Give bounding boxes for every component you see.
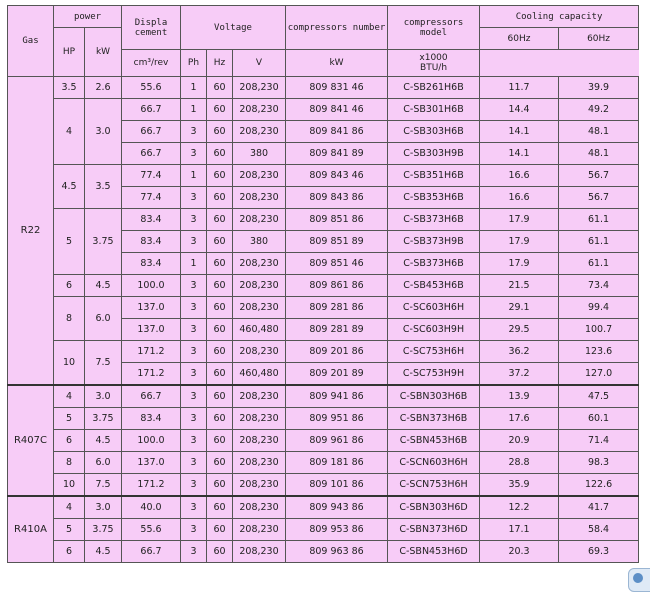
compressor-model-cell: C-SB301H6B — [388, 99, 480, 121]
table-row — [8, 385, 639, 408]
cooling-kw-cell: 12.2 — [480, 496, 559, 519]
hz-cell: 60 — [207, 474, 233, 497]
table-row — [8, 452, 639, 474]
cooling-kw-cell: 37.2 — [480, 363, 559, 386]
compressor-number-cell: 809 843 46 — [286, 165, 388, 187]
kw-cell: 2.6 — [85, 77, 122, 99]
compressor-number-cell: 809 841 86 — [286, 121, 388, 143]
phase-cell: 3 — [181, 408, 207, 430]
cooling-kw-cell: 16.6 — [480, 187, 559, 209]
compressor-model-cell: C-SCN753H6H — [388, 474, 480, 497]
cooling-kw-cell: 16.6 — [480, 165, 559, 187]
compressor-number-cell: 809 181 86 — [286, 452, 388, 474]
phase-cell: 3 — [181, 341, 207, 363]
displacement-cell: 137.0 — [122, 319, 181, 341]
hz60-header-a: 60Hz — [480, 28, 559, 50]
kw-header: kW — [85, 28, 122, 77]
btu-header-line2: BTU/h — [420, 63, 448, 73]
compressor-number-cell: 809 843 86 — [286, 187, 388, 209]
hz-cell: 60 — [207, 99, 233, 121]
hp-cell: 6 — [54, 430, 85, 452]
cooling-kw-cell: 36.2 — [480, 341, 559, 363]
voltage-cell: 208,230 — [233, 187, 286, 209]
hp-cell: 5 — [54, 408, 85, 430]
phase-cell: 3 — [181, 474, 207, 497]
phase-cell: 3 — [181, 385, 207, 408]
displacement-cell: 55.6 — [122, 77, 181, 99]
cooling-btu-cell: 56.7 — [559, 165, 639, 187]
compressor-number-cell: 809 943 86 — [286, 496, 388, 519]
compressors-model-header: compressors model — [388, 6, 480, 50]
cooling-btu-cell: 49.2 — [559, 99, 639, 121]
cm3rev-header: cm³/rev — [122, 50, 181, 77]
displacement-header — [122, 6, 181, 50]
phase-cell: 1 — [181, 99, 207, 121]
phase-cell: 3 — [181, 209, 207, 231]
cooling-btu-cell: 73.4 — [559, 275, 639, 297]
cooling-kw-cell: 17.9 — [480, 209, 559, 231]
cooling-kw-cell: 17.6 — [480, 408, 559, 430]
hz-cell: 60 — [207, 452, 233, 474]
cooling-kw-cell: 20.9 — [480, 430, 559, 452]
hp-cell: 4 — [54, 496, 85, 519]
hp-cell: 4 — [54, 99, 85, 165]
hz-cell: 60 — [207, 77, 233, 99]
cooling-kw-cell: 14.1 — [480, 143, 559, 165]
voltage-cell: 208,230 — [233, 452, 286, 474]
cooling-btu-cell: 99.4 — [559, 297, 639, 319]
displacement-cell: 40.0 — [122, 496, 181, 519]
cooling-btu-cell: 122.6 — [559, 474, 639, 497]
voltage-cell: 208,230 — [233, 297, 286, 319]
phase-cell: 3 — [181, 231, 207, 253]
displacement-cell: 83.4 — [122, 231, 181, 253]
table-row — [8, 297, 639, 319]
cooling-btu-cell: 48.1 — [559, 121, 639, 143]
phase-cell: 3 — [181, 187, 207, 209]
compressor-model-cell: C-SB373H6B — [388, 253, 480, 275]
compressor-model-cell: C-SB373H6B — [388, 209, 480, 231]
kw-cell: 6.0 — [85, 452, 122, 474]
kw-unit-header: kW — [286, 50, 388, 77]
compressor-number-cell: 809 841 89 — [286, 143, 388, 165]
compressor-number-cell: 809 861 86 — [286, 275, 388, 297]
compressor-model-cell: C-SC603H9H — [388, 319, 480, 341]
displacement-cell: 66.7 — [122, 385, 181, 408]
displacement-cell: 100.0 — [122, 275, 181, 297]
compressor-number-cell: 809 281 89 — [286, 319, 388, 341]
hz-cell: 60 — [207, 121, 233, 143]
voltage-cell: 208,230 — [233, 253, 286, 275]
compressor-number-cell: 809 941 86 — [286, 385, 388, 408]
hz-cell: 60 — [207, 187, 233, 209]
voltage-cell: 208,230 — [233, 209, 286, 231]
table-row — [8, 474, 639, 497]
voltage-cell: 208,230 — [233, 77, 286, 99]
table-row — [8, 430, 639, 452]
cooling-kw-cell: 20.3 — [480, 541, 559, 563]
cooling-btu-cell: 100.7 — [559, 319, 639, 341]
cooling-btu-cell: 41.7 — [559, 496, 639, 519]
cooling-btu-cell: 71.4 — [559, 430, 639, 452]
compressor-model-cell: C-SCN603H6H — [388, 452, 480, 474]
chat-widget-icon[interactable] — [628, 568, 650, 592]
voltage-cell: 460,480 — [233, 319, 286, 341]
displacement-cell: 171.2 — [122, 341, 181, 363]
voltage-cell: 208,230 — [233, 496, 286, 519]
kw-cell: 3.5 — [85, 165, 122, 209]
phase-cell: 3 — [181, 121, 207, 143]
compressor-model-cell: C-SB453H6B — [388, 275, 480, 297]
compressor-model-cell: C-SBN373H6B — [388, 408, 480, 430]
table-row — [8, 341, 639, 363]
compressor-model-cell: C-SBN303H6B — [388, 385, 480, 408]
phase-cell: 1 — [181, 77, 207, 99]
table-row — [8, 408, 639, 430]
voltage-header: Voltage — [181, 6, 286, 50]
gas-cell: R410A — [8, 496, 54, 563]
displacement-cell: 55.6 — [122, 519, 181, 541]
hp-cell: 6 — [54, 541, 85, 563]
displacement-cell: 77.4 — [122, 187, 181, 209]
cooling-btu-cell: 60.1 — [559, 408, 639, 430]
cooling-btu-cell: 69.3 — [559, 541, 639, 563]
hp-cell: 5 — [54, 519, 85, 541]
cooling-capacity-header: Cooling capacity — [480, 6, 639, 28]
cooling-kw-cell: 17.1 — [480, 519, 559, 541]
compressor-number-cell: 809 951 86 — [286, 408, 388, 430]
cooling-kw-cell: 13.9 — [480, 385, 559, 408]
kw-cell: 3.75 — [85, 408, 122, 430]
compressor-number-cell: 809 201 86 — [286, 341, 388, 363]
hz-cell: 60 — [207, 143, 233, 165]
btu-header-line1: x1000 — [419, 53, 448, 63]
power-header: power — [54, 6, 122, 28]
compressor-model-cell: C-SB303H9B — [388, 143, 480, 165]
hz-cell: 60 — [207, 275, 233, 297]
phase-cell: 3 — [181, 319, 207, 341]
btu-header — [388, 50, 480, 77]
cooling-btu-cell: 61.1 — [559, 209, 639, 231]
phase-cell: 3 — [181, 452, 207, 474]
v-header: V — [233, 50, 286, 77]
compressor-number-cell: 809 963 86 — [286, 541, 388, 563]
cooling-btu-cell: 58.4 — [559, 519, 639, 541]
hz-cell: 60 — [207, 541, 233, 563]
phase-cell: 3 — [181, 275, 207, 297]
phase-cell: 3 — [181, 541, 207, 563]
compressor-number-cell: 809 961 86 — [286, 430, 388, 452]
cooling-kw-cell: 28.8 — [480, 452, 559, 474]
kw-cell: 7.5 — [85, 341, 122, 386]
voltage-cell: 208,230 — [233, 121, 286, 143]
table-row — [8, 165, 639, 187]
cooling-kw-cell: 14.4 — [480, 99, 559, 121]
hz-cell: 60 — [207, 430, 233, 452]
phase-cell: 1 — [181, 165, 207, 187]
table-row — [8, 519, 639, 541]
hz-cell: 60 — [207, 297, 233, 319]
table-row — [8, 275, 639, 297]
table-body — [8, 77, 639, 563]
hz-cell: 60 — [207, 496, 233, 519]
cooling-kw-cell: 17.9 — [480, 231, 559, 253]
table-row — [8, 541, 639, 563]
voltage-cell: 460,480 — [233, 363, 286, 386]
hz-cell: 60 — [207, 165, 233, 187]
cooling-kw-cell: 29.5 — [480, 319, 559, 341]
hz-cell: 60 — [207, 209, 233, 231]
compressor-model-cell: C-SB353H6B — [388, 187, 480, 209]
compressor-model-cell: C-SBN303H6D — [388, 496, 480, 519]
ph-header: Ph — [181, 50, 207, 77]
displacement-header-line2: cement — [134, 27, 168, 38]
hz-cell: 60 — [207, 519, 233, 541]
voltage-cell: 380 — [233, 143, 286, 165]
compressor-model-cell: C-SB261H6B — [388, 77, 480, 99]
kw-cell: 3.0 — [85, 99, 122, 165]
compressor-number-cell: 809 851 86 — [286, 209, 388, 231]
cooling-btu-cell: 39.9 — [559, 77, 639, 99]
hp-cell: 10 — [54, 474, 85, 497]
displacement-cell: 100.0 — [122, 430, 181, 452]
hz-header: Hz — [207, 50, 233, 77]
cooling-btu-cell: 61.1 — [559, 231, 639, 253]
phase-cell: 3 — [181, 297, 207, 319]
hz-cell: 60 — [207, 363, 233, 386]
hp-cell: 6 — [54, 275, 85, 297]
cooling-btu-cell: 61.1 — [559, 253, 639, 275]
compressor-model-cell: C-SBN453H6B — [388, 430, 480, 452]
cooling-btu-cell: 48.1 — [559, 143, 639, 165]
kw-cell: 4.5 — [85, 275, 122, 297]
cooling-kw-cell: 21.5 — [480, 275, 559, 297]
voltage-cell: 208,230 — [233, 519, 286, 541]
compressor-number-cell: 809 851 46 — [286, 253, 388, 275]
voltage-cell: 208,230 — [233, 430, 286, 452]
hz-cell: 60 — [207, 408, 233, 430]
voltage-cell: 208,230 — [233, 408, 286, 430]
compressor-model-cell: C-SBN453H6D — [388, 541, 480, 563]
cooling-btu-cell: 47.5 — [559, 385, 639, 408]
compressor-model-cell: C-SBN373H6D — [388, 519, 480, 541]
displacement-header-line1: Displa — [134, 17, 168, 28]
displacement-cell: 83.4 — [122, 209, 181, 231]
compressor-number-cell: 809 281 86 — [286, 297, 388, 319]
displacement-cell: 137.0 — [122, 297, 181, 319]
displacement-cell: 171.2 — [122, 363, 181, 386]
displacement-cell: 66.7 — [122, 541, 181, 563]
hp-cell: 8 — [54, 452, 85, 474]
gas-cell: R22 — [8, 77, 54, 386]
hp-cell: 5 — [54, 209, 85, 275]
cooling-btu-cell: 123.6 — [559, 341, 639, 363]
voltage-cell: 380 — [233, 231, 286, 253]
kw-cell: 4.5 — [85, 541, 122, 563]
voltage-cell: 208,230 — [233, 275, 286, 297]
compressor-model-cell: C-SB373H9B — [388, 231, 480, 253]
compressor-number-cell: 809 841 46 — [286, 99, 388, 121]
displacement-cell: 66.7 — [122, 99, 181, 121]
displacement-cell: 171.2 — [122, 474, 181, 497]
phase-cell: 3 — [181, 363, 207, 386]
hp-cell: 3.5 — [54, 77, 85, 99]
compressors-number-header: compressors number — [286, 6, 388, 50]
compressor-model-cell: C-SB351H6B — [388, 165, 480, 187]
compressor-model-cell: C-SC753H9H — [388, 363, 480, 386]
kw-cell: 4.5 — [85, 430, 122, 452]
voltage-cell: 208,230 — [233, 165, 286, 187]
displacement-cell: 77.4 — [122, 165, 181, 187]
table-row — [8, 77, 639, 99]
cooling-kw-cell: 11.7 — [480, 77, 559, 99]
kw-cell: 6.0 — [85, 297, 122, 341]
gas-cell: R407C — [8, 385, 54, 496]
compressor-model-cell: C-SB303H6B — [388, 121, 480, 143]
hp-header: HP — [54, 28, 85, 77]
hp-cell: 4 — [54, 385, 85, 408]
cooling-kw-cell: 29.1 — [480, 297, 559, 319]
kw-cell: 3.75 — [85, 519, 122, 541]
compressor-number-cell: 809 201 89 — [286, 363, 388, 386]
voltage-cell: 208,230 — [233, 99, 286, 121]
phase-cell: 3 — [181, 430, 207, 452]
kw-cell: 7.5 — [85, 474, 122, 497]
hz-cell: 60 — [207, 253, 233, 275]
displacement-cell: 83.4 — [122, 253, 181, 275]
compressor-number-cell: 809 831 46 — [286, 77, 388, 99]
table-row — [8, 99, 639, 121]
hz60-header-b: 60Hz — [559, 28, 639, 50]
voltage-cell: 208,230 — [233, 474, 286, 497]
compressor-number-cell: 809 101 86 — [286, 474, 388, 497]
cooling-btu-cell: 127.0 — [559, 363, 639, 386]
phase-cell: 1 — [181, 253, 207, 275]
displacement-cell: 83.4 — [122, 408, 181, 430]
hz-cell: 60 — [207, 319, 233, 341]
voltage-cell: 208,230 — [233, 385, 286, 408]
compressor-number-cell: 809 851 89 — [286, 231, 388, 253]
displacement-cell: 66.7 — [122, 143, 181, 165]
compressor-number-cell: 809 953 86 — [286, 519, 388, 541]
table-row — [8, 209, 639, 231]
chat-dot-icon — [633, 573, 643, 583]
voltage-cell: 208,230 — [233, 541, 286, 563]
displacement-cell: 137.0 — [122, 452, 181, 474]
compressor-spec-table — [7, 5, 639, 563]
hp-cell: 8 — [54, 297, 85, 341]
hz-cell: 60 — [207, 385, 233, 408]
hp-cell: 4.5 — [54, 165, 85, 209]
compressor-model-cell: C-SC753H6H — [388, 341, 480, 363]
cooling-btu-cell: 56.7 — [559, 187, 639, 209]
cooling-kw-cell: 35.9 — [480, 474, 559, 497]
hz-cell: 60 — [207, 231, 233, 253]
phase-cell: 3 — [181, 519, 207, 541]
table-row — [8, 496, 639, 519]
compressor-model-cell: C-SC603H6H — [388, 297, 480, 319]
cooling-kw-cell: 17.9 — [480, 253, 559, 275]
kw-cell: 3.75 — [85, 209, 122, 275]
kw-cell: 3.0 — [85, 385, 122, 408]
hp-cell: 10 — [54, 341, 85, 386]
phase-cell: 3 — [181, 496, 207, 519]
hz-cell: 60 — [207, 341, 233, 363]
displacement-cell: 66.7 — [122, 121, 181, 143]
cooling-kw-cell: 14.1 — [480, 121, 559, 143]
voltage-cell: 208,230 — [233, 341, 286, 363]
kw-cell: 3.0 — [85, 496, 122, 519]
gas-header: Gas — [8, 6, 54, 77]
cooling-btu-cell: 98.3 — [559, 452, 639, 474]
phase-cell: 3 — [181, 143, 207, 165]
